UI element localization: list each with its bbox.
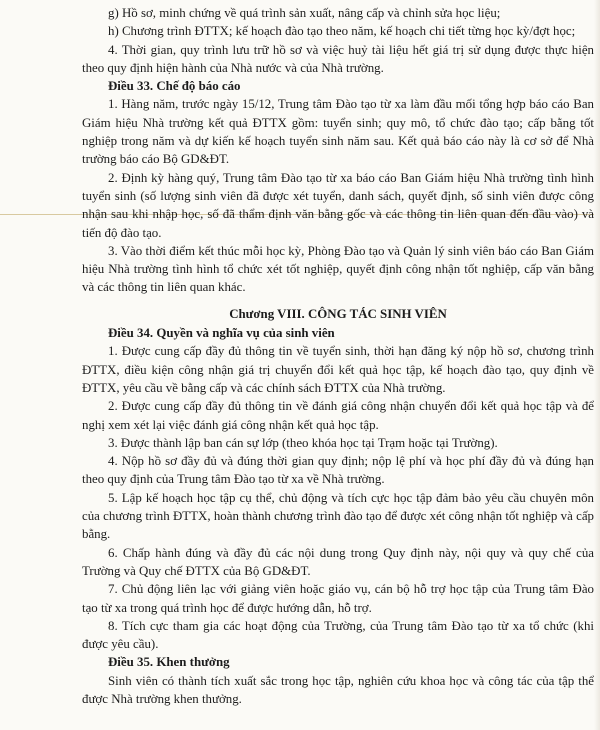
page-edge-shadow bbox=[594, 0, 600, 730]
article-33-heading: Điều 33. Chế độ báo cáo bbox=[108, 79, 241, 94]
paragraph: 2. Được cung cấp đầy đủ thông tin về đánh giá công nhận chuyển đổi kết quả học tập và để nghị xem xét lại việc đánh giá công nhận kết quả học tập. bbox=[82, 399, 594, 432]
paragraph: 4. Nộp hồ sơ đầy đủ và đúng thời gian quy định; nộp lệ phí và học phí đầy đủ và đúng hạn theo quy định của Trung tâm Đào tạo từ xa về Nhà trường. bbox=[82, 454, 594, 487]
document-page bbox=[82, 4, 594, 708]
paragraph: Sinh viên có thành tích xuất sắc trong học tập, nghiên cứu khoa học và công tác của tập thể được Nhà trường khen thưởng. bbox=[82, 673, 594, 706]
paragraph: 5. Lập kế hoạch học tập cụ thể, chủ động và tích cực học tập đảm bảo yêu cầu chuyên môn của chương trình ĐTTX, hoàn thành chương trình đào tạo để được xét công nhận tốt nghiệp và cấp bằng. bbox=[82, 490, 594, 542]
paragraph: 1. Hàng năm, trước ngày 15/12, Trung tâm Đào tạo từ xa làm đầu mối tổng hợp báo cáo Ban Giám hiệu Nhà trường kết quả ĐTTX gồm: tuyển sinh; quy mô, tổ chức đào tạo; cấp bằng tốt nghiệp trong năm và dự kiến kế hoạch tuyển sinh năm sau. Kết quả báo cáo này là cơ sở để Nhà trường báo cáo Bộ GD&ĐT. bbox=[82, 97, 594, 167]
paragraph: 3. Vào thời điểm kết thúc mỗi học kỳ, Phòng Đào tạo và Quản lý sinh viên báo cáo Ban Giám hiệu Nhà trường tình hình tổ chức xét tốt nghiệp, quyết định công nhận tốt nghiệp, cấp văn bằng và các thông tin liên quan khác. bbox=[82, 243, 594, 295]
paragraph: 8. Tích cực tham gia các hoạt động của Trường, của Trung tâm Đào tạo từ xa tổ chức (khi được yêu cầu). bbox=[82, 618, 594, 652]
chapter-title: Chương VIII. CÔNG TÁC SINH VIÊN bbox=[229, 306, 447, 321]
paragraph: g) Hồ sơ, minh chứng về quá trình sản xuất, nâng cấp và chỉnh sửa học liệu; bbox=[108, 6, 501, 20]
paragraph: 3. Được thành lập ban cán sự lớp (theo khóa học tại Trạm hoặc tại Trường). bbox=[108, 435, 498, 450]
paragraph: h) Chương trình ĐTTX; kế hoạch đào tạo theo năm, kế hoạch chi tiết từng học kỳ/đợt học; bbox=[108, 24, 576, 39]
article-35-heading: Điều 35. Khen thưởng bbox=[108, 655, 230, 670]
paragraph: 7. Chủ động liên lạc với giảng viên hoặc giáo vụ, cán bộ hỗ trợ học tập của Trung tâm Đào tạo từ xa trong quá trình học để được hướng dẫn, hỗ trợ. bbox=[82, 582, 594, 615]
paragraph: 2. Định kỳ hàng quý, Trung tâm Đào tạo từ xa báo cáo Ban Giám hiệu Nhà trường tình hình tuyển sinh (số lượng sinh viên đã được xét tuyển, danh sách, quyết định, số sinh viên được công nhận sau khi nhập học, số đã thẩm định văn bằng gốc và các thông tin liên quan đến đầu vào) và tiến độ đào tạo. bbox=[82, 170, 594, 240]
paragraph: 1. Được cung cấp đầy đủ thông tin về tuyển sinh, thời hạn đăng ký nộp hồ sơ, chương trình ĐTTX, điều kiện công nhận giá trị chuyển đổi kết quả học tập, kế hoạch đào tạo, quy định về ĐTTX, yêu cầu về bằng cấp và các chính sách ĐTTX của Nhà trường. bbox=[82, 344, 594, 395]
article-34-heading: Điều 34. Quyền và nghĩa vụ của sinh viên bbox=[108, 326, 335, 341]
paragraph: 6. Chấp hành đúng và đầy đủ các nội dung trong Quy định này, nội quy và quy chế của Trường và Quy chế ĐTTX của Bộ GD&ĐT. bbox=[82, 545, 594, 578]
paragraph: 4. Thời gian, quy trình lưu trữ hồ sơ và việc huỷ tài liệu hết giá trị sử dụng được thực hiện theo quy định hiện hành của Nhà nước và của Nhà trường. bbox=[82, 42, 594, 75]
